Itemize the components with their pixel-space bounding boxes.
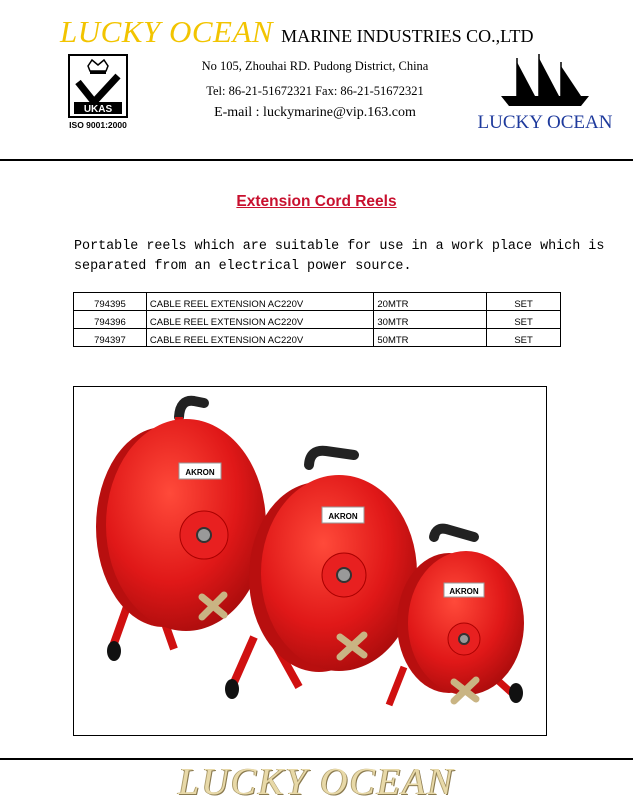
product-photo (73, 386, 547, 736)
page-title: Extension Cord Reels (236, 193, 397, 210)
svg-text:AKRON: AKRON (449, 587, 479, 596)
iso-certification-badge (64, 54, 132, 134)
product-description: Portable reels which are suitable for use in a work place which is separated from an electrical power source. (74, 239, 605, 274)
large-reel (96, 401, 266, 661)
item-code: 794395 (74, 293, 147, 311)
ship-logo (477, 52, 613, 134)
item-unit: SET (487, 329, 561, 347)
company-address: No 105, Zhouhai RD. Pudong District, China (201, 59, 429, 73)
item-description: CABLE REEL EXTENSION AC220V (146, 311, 373, 329)
item-description: CABLE REEL EXTENSION AC220V (146, 293, 373, 311)
item-unit: SET (487, 311, 561, 329)
ukas-logo (68, 54, 128, 118)
svg-text:LUCKY OCEAN: LUCKY OCEAN (477, 112, 613, 133)
header-divider (0, 159, 633, 161)
item-code: 794396 (74, 311, 147, 329)
table-row (74, 329, 561, 347)
footer-watermark: LUCKY OCEAN (178, 761, 455, 803)
company-brand: LUCKY OCEAN (60, 14, 274, 49)
item-length: 20MTR (374, 293, 487, 311)
company-email: E-mail : luckymarine@vip.163.com (214, 105, 416, 120)
item-length: 30MTR (374, 311, 487, 329)
company-header (60, 14, 533, 50)
item-code: 794397 (74, 329, 147, 347)
table-row (74, 293, 561, 311)
company-name-rest: MARINE INDUSTRIES CO.,LTD (281, 26, 534, 46)
svg-text:UKAS: UKAS (83, 104, 113, 115)
crown-check-icon (70, 56, 126, 116)
item-description: CABLE REEL EXTENSION AC220V (146, 329, 373, 347)
item-length: 50MTR (374, 329, 487, 347)
svg-text:AKRON: AKRON (185, 468, 215, 477)
item-table (73, 292, 561, 347)
table-row (74, 311, 561, 329)
company-phone-fax: Tel: 86-21-51672321 Fax: 86-21-51672321 (206, 84, 424, 98)
cable-reels-illustration (74, 387, 548, 737)
item-unit: SET (487, 293, 561, 311)
svg-text:AKRON: AKRON (328, 512, 358, 521)
sailing-ship-icon (477, 52, 613, 134)
iso-label: ISO 9001:2000 (69, 120, 127, 130)
